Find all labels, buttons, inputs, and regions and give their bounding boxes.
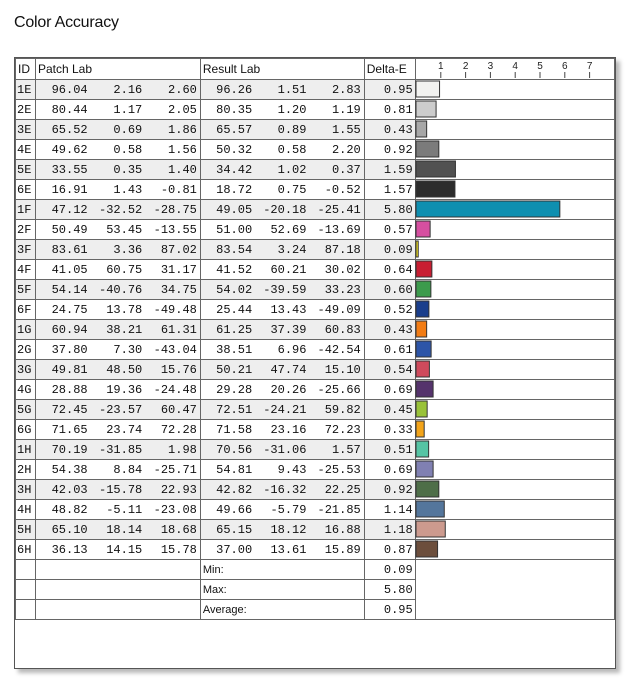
delta-e-bar	[416, 301, 429, 317]
result-lab-value: 1.19	[331, 102, 361, 117]
patch-lab-value: 15.76	[160, 362, 197, 377]
patch-lab-value: 60.94	[51, 322, 88, 337]
patch-lab-value: 80.44	[51, 102, 88, 117]
result-lab-value: 50.32	[216, 142, 253, 157]
result-lab-value: 70.56	[216, 442, 253, 457]
patch-lab-cell	[35, 380, 200, 400]
row-id: 2F	[16, 220, 36, 240]
row-id: 4H	[16, 500, 36, 520]
result-lab-value: 0.37	[331, 162, 361, 177]
result-lab-value: 72.23	[324, 422, 361, 437]
result-lab-value: -16.32	[263, 482, 307, 497]
result-lab-value: 23.16	[270, 422, 307, 437]
delta-e-value: 0.52	[364, 300, 415, 320]
patch-lab-value: 65.10	[51, 522, 88, 537]
delta-e-value: 1.59	[364, 160, 415, 180]
patch-lab-cell	[35, 80, 200, 100]
delta-e-value: 0.64	[364, 260, 415, 280]
result-lab-value: 87.18	[324, 242, 361, 257]
delta-e-bar	[416, 441, 429, 457]
patch-lab-value: -31.85	[99, 442, 143, 457]
result-lab-value: 96.26	[216, 82, 253, 97]
x-tick-label: 1	[438, 61, 444, 72]
result-lab-cell	[200, 500, 364, 520]
result-lab-cell	[200, 520, 364, 540]
patch-lab-value: -24.48	[153, 382, 197, 397]
delta-e-bar	[416, 381, 433, 397]
patch-lab-cell	[35, 460, 200, 480]
max-value: 5.80	[364, 580, 415, 600]
patch-lab-value: 42.03	[51, 482, 88, 497]
patch-lab-value: 37.80	[51, 342, 88, 357]
patch-lab-value: -15.78	[99, 482, 143, 497]
patch-lab-value: 2.05	[168, 102, 197, 117]
delta-e-value: 0.87	[364, 540, 415, 560]
patch-lab-cell	[35, 200, 200, 220]
result-lab-value: 54.02	[216, 282, 253, 297]
delta-e-bar	[416, 321, 427, 337]
row-id: 4G	[16, 380, 36, 400]
result-lab-value: 37.00	[216, 542, 253, 557]
patch-lab-value: 19.36	[106, 382, 143, 397]
result-lab-cell	[200, 180, 364, 200]
result-lab-value: 41.52	[216, 262, 253, 277]
result-lab-cell	[200, 240, 364, 260]
result-lab-cell	[200, 140, 364, 160]
average-label: Average:	[200, 600, 364, 620]
patch-lab-value: 1.43	[113, 182, 143, 197]
delta-e-value: 0.57	[364, 220, 415, 240]
result-lab-value: 16.88	[324, 522, 361, 537]
patch-lab-value: 1.98	[168, 442, 197, 457]
row-id: 2H	[16, 460, 36, 480]
row-id: 6G	[16, 420, 36, 440]
delta-e-value: 0.45	[364, 400, 415, 420]
row-id: 4E	[16, 140, 36, 160]
result-lab-value: -5.79	[270, 502, 307, 517]
patch-lab-value: 13.78	[106, 302, 143, 317]
result-lab-cell	[200, 320, 364, 340]
x-tick-label: 3	[487, 61, 494, 72]
delta-e-bar	[416, 281, 431, 297]
patch-lab-cell	[35, 240, 200, 260]
row-id: 3E	[16, 120, 36, 140]
row-id: 6H	[16, 540, 36, 560]
patch-lab-value: -32.52	[99, 202, 143, 217]
patch-lab-value: 14.15	[106, 542, 143, 557]
patch-lab-value: -13.55	[153, 222, 197, 237]
patch-lab-value: 54.38	[51, 462, 88, 477]
patch-lab-value: 47.12	[51, 202, 88, 217]
delta-e-bar	[416, 121, 427, 137]
patch-lab-value: 54.14	[51, 282, 88, 297]
result-lab-cell	[200, 120, 364, 140]
result-lab-cell	[200, 360, 364, 380]
row-id: 2G	[16, 340, 36, 360]
result-lab-cell	[200, 440, 364, 460]
patch-lab-value: 18.68	[160, 522, 197, 537]
patch-lab-value: 83.61	[51, 242, 88, 257]
result-lab-value: -0.52	[324, 182, 361, 197]
result-lab-value: 1.57	[331, 442, 361, 457]
patch-lab-value: 28.88	[51, 382, 88, 397]
patch-lab-cell	[35, 420, 200, 440]
patch-lab-value: 70.19	[51, 442, 88, 457]
patch-lab-cell	[35, 140, 200, 160]
patch-lab-value: -23.57	[99, 402, 143, 417]
delta-e-value: 0.69	[364, 380, 415, 400]
row-id: 5G	[16, 400, 36, 420]
patch-lab-value: 1.86	[168, 122, 197, 137]
result-lab-value: 33.23	[324, 282, 361, 297]
patch-lab-cell	[35, 480, 200, 500]
average-value: 0.95	[364, 600, 415, 620]
patch-lab-value: 33.55	[51, 162, 88, 177]
col-header-result-lab: Result Lab	[200, 59, 364, 80]
patch-lab-value: 38.21	[106, 322, 143, 337]
min-value: 0.09	[364, 560, 415, 580]
result-lab-value: 71.58	[216, 422, 253, 437]
patch-lab-value: 15.78	[160, 542, 197, 557]
delta-e-value: 0.43	[364, 120, 415, 140]
delta-e-bar	[416, 201, 560, 217]
delta-e-value: 0.43	[364, 320, 415, 340]
patch-lab-value: -40.76	[99, 282, 143, 297]
result-lab-value: 13.61	[270, 542, 307, 557]
result-lab-value: 65.57	[216, 122, 253, 137]
delta-e-value: 0.92	[364, 480, 415, 500]
patch-lab-value: 60.75	[106, 262, 143, 277]
result-lab-cell	[200, 480, 364, 500]
result-lab-cell	[200, 220, 364, 240]
patch-lab-value: -43.04	[153, 342, 197, 357]
result-lab-value: 0.75	[277, 182, 307, 197]
result-lab-value: 13.43	[270, 302, 307, 317]
row-id: 1F	[16, 200, 36, 220]
result-lab-value: 50.21	[216, 362, 253, 377]
result-lab-cell	[200, 420, 364, 440]
result-lab-value: 38.51	[216, 342, 253, 357]
x-tick-label: 7	[586, 61, 593, 72]
patch-lab-value: 61.31	[160, 322, 197, 337]
patch-lab-value: 87.02	[160, 242, 197, 257]
delta-e-value: 0.69	[364, 460, 415, 480]
patch-lab-cell	[35, 300, 200, 320]
row-id: 1G	[16, 320, 36, 340]
patch-lab-value: -5.11	[106, 502, 143, 517]
col-header-id: ID	[16, 59, 36, 80]
patch-lab-value: -25.71	[153, 462, 197, 477]
delta-e-value: 0.51	[364, 440, 415, 460]
x-tick-label: 6	[562, 61, 568, 72]
result-lab-value: -25.53	[317, 462, 361, 477]
patch-lab-value: 1.40	[168, 162, 197, 177]
result-lab-value: 20.26	[270, 382, 307, 397]
patch-lab-cell	[35, 340, 200, 360]
delta-e-bar	[416, 521, 445, 537]
patch-lab-cell	[35, 440, 200, 460]
patch-lab-value: 0.58	[113, 142, 143, 157]
patch-lab-value: 24.75	[51, 302, 88, 317]
result-lab-value: 47.74	[270, 362, 307, 377]
result-lab-value: 2.20	[331, 142, 361, 157]
result-lab-value: 15.10	[324, 362, 361, 377]
patch-lab-cell	[35, 500, 200, 520]
patch-lab-cell	[35, 320, 200, 340]
result-lab-value: 49.05	[216, 202, 253, 217]
result-lab-value: 1.20	[277, 102, 307, 117]
row-id: 5F	[16, 280, 36, 300]
patch-lab-value: 36.13	[51, 542, 88, 557]
x-tick-label: 2	[462, 61, 469, 72]
patch-lab-value: 2.16	[113, 82, 143, 97]
result-lab-value: -13.69	[317, 222, 361, 237]
x-tick-label: 5	[537, 61, 543, 72]
delta-e-bar	[416, 241, 418, 257]
patch-lab-cell	[35, 160, 200, 180]
patch-lab-value: -0.81	[160, 182, 197, 197]
result-lab-cell	[200, 80, 364, 100]
result-lab-cell	[200, 540, 364, 560]
patch-lab-value: 72.45	[51, 402, 88, 417]
result-lab-value: 3.24	[277, 242, 307, 257]
x-tick-label: 4	[512, 61, 518, 72]
row-id: 5H	[16, 520, 36, 540]
result-lab-value: 51.00	[216, 222, 253, 237]
delta-e-value: 0.60	[364, 280, 415, 300]
delta-e-bar	[416, 181, 455, 197]
delta-e-value: 0.92	[364, 140, 415, 160]
result-lab-value: -31.06	[263, 442, 307, 457]
patch-lab-value: 18.14	[106, 522, 143, 537]
delta-e-bar	[416, 101, 436, 117]
row-id: 3H	[16, 480, 36, 500]
result-lab-cell	[200, 300, 364, 320]
result-lab-value: 80.35	[216, 102, 253, 117]
delta-e-value: 1.57	[364, 180, 415, 200]
delta-e-bar	[416, 421, 424, 437]
delta-e-bar	[416, 161, 455, 177]
result-lab-value: 52.69	[270, 222, 307, 237]
patch-lab-value: 49.81	[51, 362, 88, 377]
result-lab-value: 42.82	[216, 482, 253, 497]
max-label: Max:	[200, 580, 364, 600]
result-lab-value: 34.42	[216, 162, 253, 177]
result-lab-value: -20.18	[263, 202, 307, 217]
row-id: 5E	[16, 160, 36, 180]
patch-lab-value: 49.62	[51, 142, 88, 157]
patch-lab-value: -49.48	[153, 302, 197, 317]
delta-e-value: 5.80	[364, 200, 415, 220]
result-lab-value: 6.96	[277, 342, 307, 357]
delta-e-bar	[416, 361, 429, 377]
patch-lab-cell	[35, 360, 200, 380]
delta-e-bar	[416, 541, 438, 557]
result-lab-cell	[200, 340, 364, 360]
delta-e-bar	[416, 501, 444, 517]
row-id: 1H	[16, 440, 36, 460]
page-title: Color Accuracy	[14, 14, 119, 31]
patch-lab-value: 0.69	[113, 122, 143, 137]
delta-e-bar-chart	[415, 58, 615, 611]
delta-e-bar	[416, 261, 432, 277]
result-lab-value: 0.89	[277, 122, 307, 137]
result-lab-cell	[200, 400, 364, 420]
result-lab-value: -21.85	[317, 502, 361, 517]
patch-lab-value: 48.82	[51, 502, 88, 517]
delta-e-bar	[416, 461, 433, 477]
delta-e-bar	[416, 81, 440, 97]
delta-e-value: 0.54	[364, 360, 415, 380]
result-lab-value: 49.66	[216, 502, 253, 517]
result-lab-value: 18.72	[216, 182, 253, 197]
patch-lab-value: 8.84	[113, 462, 143, 477]
patch-lab-value: 22.93	[160, 482, 197, 497]
patch-lab-value: 7.30	[113, 342, 143, 357]
delta-e-value: 0.33	[364, 420, 415, 440]
patch-lab-cell	[35, 260, 200, 280]
min-label: Min:	[200, 560, 364, 580]
patch-lab-cell	[35, 540, 200, 560]
result-lab-value: 29.28	[216, 382, 253, 397]
patch-lab-value: -23.08	[153, 502, 197, 517]
result-lab-value: 25.44	[216, 302, 253, 317]
delta-e-value: 0.09	[364, 240, 415, 260]
result-lab-value: 15.89	[324, 542, 361, 557]
patch-lab-value: 16.91	[51, 182, 88, 197]
delta-e-bar	[416, 221, 430, 237]
row-id: 3F	[16, 240, 36, 260]
result-lab-value: 1.02	[277, 162, 307, 177]
patch-lab-value: 41.05	[51, 262, 88, 277]
delta-e-value: 0.81	[364, 100, 415, 120]
result-lab-value: 37.39	[270, 322, 307, 337]
result-lab-value: 72.51	[216, 402, 253, 417]
result-lab-cell	[200, 460, 364, 480]
result-lab-value: 54.81	[216, 462, 253, 477]
patch-lab-value: 53.45	[106, 222, 143, 237]
result-lab-cell	[200, 200, 364, 220]
patch-lab-value: 72.28	[160, 422, 197, 437]
delta-e-value: 1.14	[364, 500, 415, 520]
row-id: 1E	[16, 80, 36, 100]
patch-lab-cell	[35, 100, 200, 120]
patch-lab-value: 50.49	[51, 222, 88, 237]
patch-lab-value: 96.04	[51, 82, 88, 97]
result-lab-value: 61.25	[216, 322, 253, 337]
patch-lab-cell	[35, 220, 200, 240]
result-lab-value: -39.59	[263, 282, 307, 297]
patch-lab-value: 60.47	[160, 402, 197, 417]
patch-lab-value: 31.17	[160, 262, 197, 277]
result-lab-value: 2.83	[331, 82, 361, 97]
result-lab-value: 1.55	[331, 122, 361, 137]
patch-lab-value: 23.74	[106, 422, 143, 437]
patch-lab-value: 34.75	[160, 282, 197, 297]
delta-e-bar	[416, 341, 431, 357]
result-lab-cell	[200, 280, 364, 300]
result-lab-value: -49.09	[317, 302, 361, 317]
result-lab-value: 0.58	[277, 142, 307, 157]
result-lab-value: -25.66	[317, 382, 361, 397]
result-lab-cell	[200, 100, 364, 120]
patch-lab-value: 48.50	[106, 362, 143, 377]
result-lab-value: 22.25	[324, 482, 361, 497]
delta-e-bar	[416, 401, 427, 417]
delta-e-value: 0.61	[364, 340, 415, 360]
patch-lab-cell	[35, 180, 200, 200]
color-accuracy-chart	[14, 57, 616, 669]
result-lab-cell	[200, 260, 364, 280]
result-lab-value: 83.54	[216, 242, 253, 257]
result-lab-cell	[200, 160, 364, 180]
row-id: 6F	[16, 300, 36, 320]
result-lab-value: 1.51	[277, 82, 307, 97]
patch-lab-value: 2.60	[168, 82, 197, 97]
result-lab-value: -24.21	[263, 402, 307, 417]
result-lab-value: 30.02	[324, 262, 361, 277]
patch-lab-value: 1.17	[113, 102, 143, 117]
col-header-delta-e: Delta-E	[364, 59, 415, 80]
result-lab-value: -42.54	[317, 342, 361, 357]
delta-e-value: 0.95	[364, 80, 415, 100]
patch-lab-cell	[35, 400, 200, 420]
patch-lab-value: 65.52	[51, 122, 88, 137]
result-lab-value: 18.12	[270, 522, 307, 537]
patch-lab-cell	[35, 520, 200, 540]
patch-lab-cell	[35, 120, 200, 140]
result-lab-value: -25.41	[317, 202, 361, 217]
row-id: 2E	[16, 100, 36, 120]
delta-e-bar	[416, 141, 439, 157]
result-lab-value: 59.82	[324, 402, 361, 417]
patch-lab-value: 71.65	[51, 422, 88, 437]
delta-e-bar	[416, 481, 439, 497]
patch-lab-cell	[35, 280, 200, 300]
result-lab-value: 60.21	[270, 262, 307, 277]
result-lab-value: 60.83	[324, 322, 361, 337]
patch-lab-value: 0.35	[113, 162, 143, 177]
row-id: 3G	[16, 360, 36, 380]
delta-e-value: 1.18	[364, 520, 415, 540]
patch-lab-value: -28.75	[153, 202, 197, 217]
result-lab-value: 9.43	[277, 462, 307, 477]
result-lab-value: 65.15	[216, 522, 253, 537]
patch-lab-value: 3.36	[113, 242, 143, 257]
patch-lab-value: 1.56	[168, 142, 197, 157]
col-header-patch-lab: Patch Lab	[35, 59, 200, 80]
row-id: 6E	[16, 180, 36, 200]
row-id: 4F	[16, 260, 36, 280]
result-lab-cell	[200, 380, 364, 400]
